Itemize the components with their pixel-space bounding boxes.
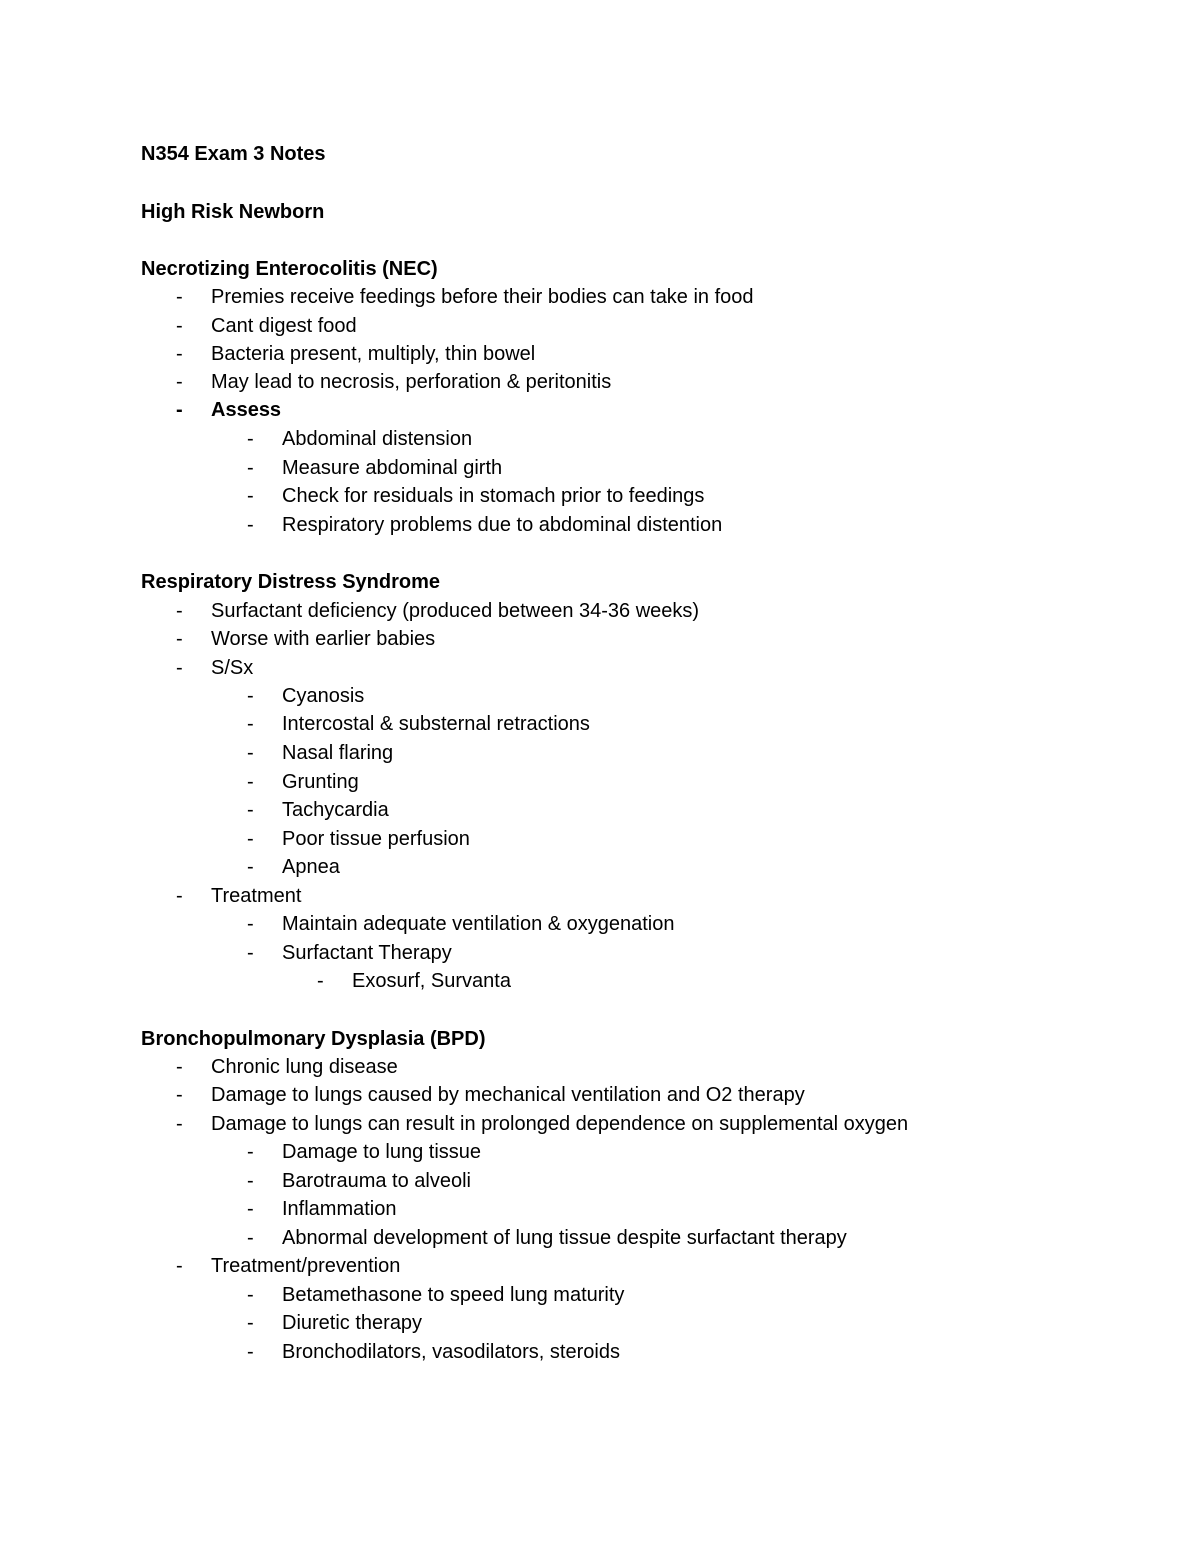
document-title: N354 Exam 3 Notes [141,143,326,165]
bullet-marker: - [247,1284,254,1306]
bullet-marker: - [247,713,254,735]
bullet-marker: - [247,685,254,707]
bullet-marker: - [247,514,254,536]
bullet-marker: - [176,315,183,337]
list-item: Intercostal & substernal retractions [282,713,590,735]
bullet-marker: - [247,856,254,878]
list-item: Measure abdominal girth [282,457,503,479]
bullet-marker: - [247,828,254,850]
list-item: Bacteria present, multiply, thin bowel [211,343,536,365]
ssx-label: S/Sx [211,657,254,679]
bullet-marker: - [317,970,324,992]
bullet-marker: - [176,600,183,622]
list-item: Barotrauma to alveoli [282,1170,471,1192]
bullet-marker: - [247,457,254,479]
bullet-marker: - [247,771,254,793]
bullet-marker: - [247,799,254,821]
list-item: Premies receive feedings before their bodies can take in food [211,286,754,308]
section-heading-bpd: Bronchopulmonary Dysplasia (BPD) [141,1028,486,1050]
bullet-marker: - [247,1312,254,1334]
list-item: Surfactant deficiency (produced between 34-36 weeks) [211,600,700,622]
list-item: Grunting [282,771,359,793]
list-item: Nasal flaring [282,742,394,764]
document-subtitle: High Risk Newborn [141,201,325,223]
list-item: Worse with earlier babies [211,628,436,650]
list-item: Apnea [282,856,340,878]
bullet-marker: - [176,628,183,650]
bullet-marker: - [247,1141,254,1163]
list-item: May lead to necrosis, perforation & peritonitis [211,371,612,393]
list-item: Abdominal distension [282,428,473,450]
bullet-marker: - [247,1227,254,1249]
list-item: Surfactant Therapy [282,942,452,964]
treatment-label: Treatment/prevention [211,1255,401,1277]
list-item: Cant digest food [211,315,357,337]
list-item: Cyanosis [282,685,365,707]
bullet-marker: - [176,399,183,421]
list-item: Chronic lung disease [211,1056,398,1078]
bullet-marker: - [247,428,254,450]
bullet-marker: - [176,657,183,679]
bullet-marker: - [247,1198,254,1220]
list-item: Inflammation [282,1198,397,1220]
bullet-marker: - [176,1084,183,1106]
bullet-marker: - [176,286,183,308]
list-item: Maintain adequate ventilation & oxygenation [282,913,675,935]
list-item: Poor tissue perfusion [282,828,470,850]
list-item: Tachycardia [282,799,389,821]
section-heading-rds: Respiratory Distress Syndrome [141,571,441,593]
bullet-marker: - [176,371,183,393]
bullet-marker: - [176,1113,183,1135]
list-item: Damage to lung tissue [282,1141,482,1163]
bullet-marker: - [247,742,254,764]
bullet-marker: - [176,1056,183,1078]
list-item: Damage to lungs caused by mechanical ventilation and O2 therapy [211,1084,805,1106]
list-item: Respiratory problems due to abdominal distention [282,514,723,536]
bullet-marker: - [247,942,254,964]
bullet-marker: - [247,485,254,507]
assess-label: Assess [211,399,282,421]
list-item: Abnormal development of lung tissue despite surfactant therapy [282,1227,847,1249]
list-item: Betamethasone to speed lung maturity [282,1284,625,1306]
list-item: Check for residuals in stomach prior to feedings [282,485,705,507]
bullet-marker: - [247,1170,254,1192]
bullet-marker: - [176,885,183,907]
bullet-marker: - [176,1255,183,1277]
section-heading-nec: Necrotizing Enterocolitis (NEC) [141,258,438,280]
list-item: Diuretic therapy [282,1312,423,1334]
list-item: Bronchodilators, vasodilators, steroids [282,1341,620,1363]
bullet-marker: - [247,913,254,935]
list-item: Exosurf, Survanta [352,970,511,992]
treatment-label: Treatment [211,885,302,907]
list-item: Damage to lungs can result in prolonged dependence on supplemental oxygen [211,1113,909,1135]
bullet-marker: - [247,1341,254,1363]
bullet-marker: - [176,343,183,365]
